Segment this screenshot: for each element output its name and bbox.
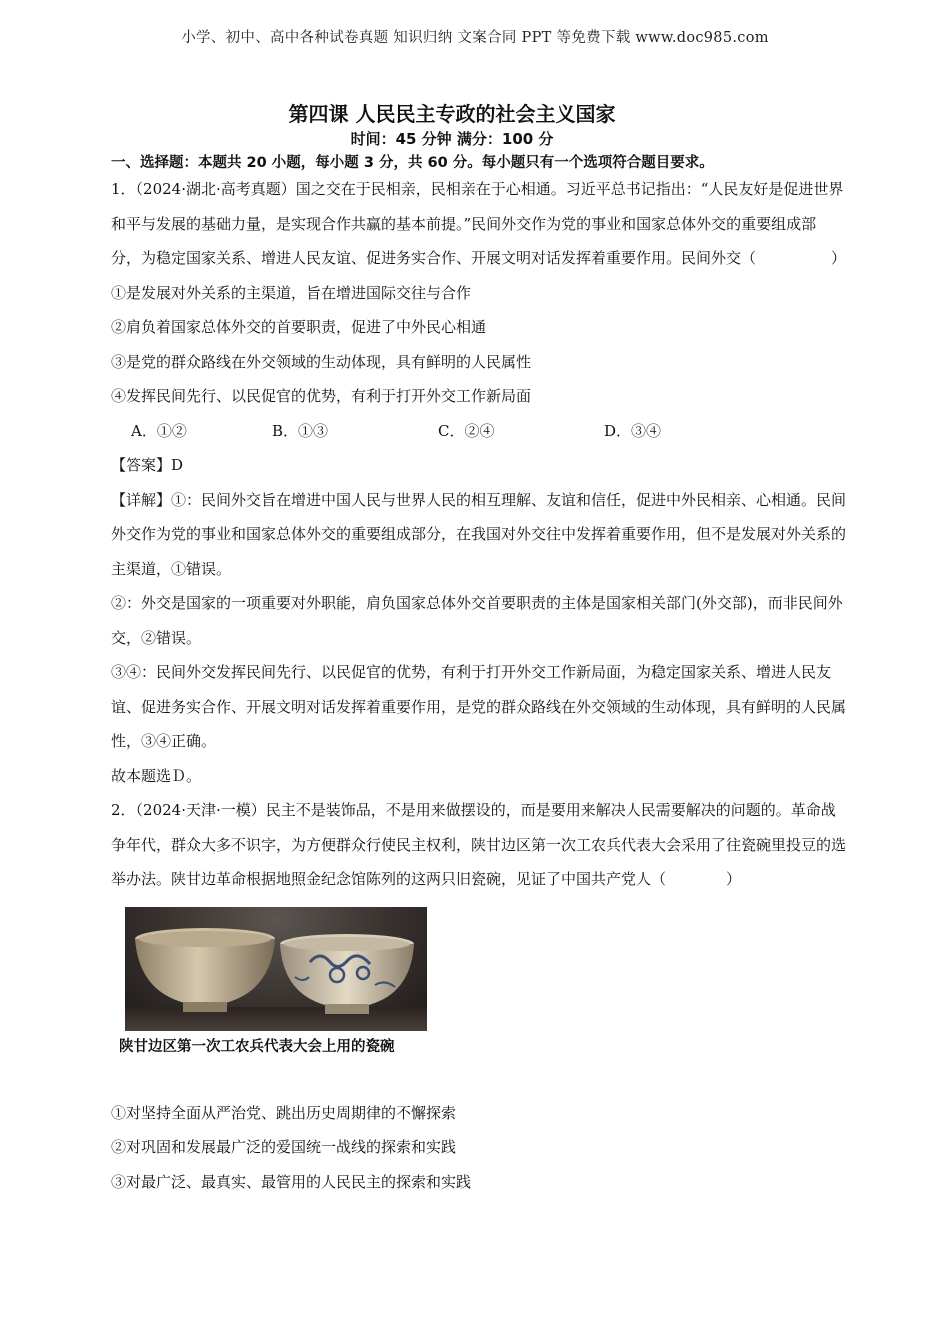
statement-item: ①对坚持全面从严治党、跳出历史周期律的不懈探索 bbox=[111, 1103, 457, 1122]
figure bbox=[111, 907, 429, 1056]
explanation-paragraph: ③④：民间外交发挥民间先行、以民促官的优势，有利于打开外交工作新局面，为稳定国家关系、增进人民友谊、促进务实合作、开展文明对话发挥着重要作用，是党的群众路线在外交领域的生动体现，具有鲜明的人民属性，③④正确。 bbox=[111, 663, 847, 750]
answer-key: 【答案】D bbox=[111, 456, 184, 474]
section-heading: 一、选择题：本题共 20 小题，每小题 3 分，共 60 分。每小题只有一个选项符合题目要求。 bbox=[111, 155, 714, 171]
explanation-conclusion: 故本题选Ｄ。 bbox=[111, 766, 202, 785]
statement-item: ③对最广泛、最真实、最管用的人民民主的探索和实践 bbox=[111, 1172, 472, 1191]
statement-item: ①是发展对外关系的主渠道，旨在增进国际交往与合作 bbox=[111, 283, 472, 302]
document-body bbox=[111, 172, 846, 1199]
page-title: 第四课 人民民主专政的社会主义国家 bbox=[288, 102, 616, 126]
statement-item: ②对巩固和发展最广泛的爱国统一战线的探索和实践 bbox=[111, 1138, 457, 1156]
choice-d: D．③④ bbox=[604, 421, 662, 440]
statement-item: ④发挥民间先行、以民促官的优势，有利于打开外交工作新局面 bbox=[111, 387, 532, 405]
question-stem: 1．（2024·湖北·高考真题）国之交在于民相亲，民相亲在于心相通。习近平总书记指出：“人民友好是促进世界和平与发展的基础力量，是实现合作共赢的基本前提。”民间外交作为党的事业和国家总体外交的重要组成部分，为稳定国家关系、增进人民友谊、促进务实合作、开展文明对话发挥着重要作用。民间外交（ ） bbox=[111, 180, 847, 267]
bowls-illustration bbox=[125, 907, 427, 1031]
site-banner: 小学、初中、高中各种试卷真题 知识归纳 文案合同 PPT 等免费下载 www.doc985.com bbox=[181, 30, 769, 46]
statement-item: ③是党的群众路线在外交领域的生动体现，具有鲜明的人民属性 bbox=[111, 352, 532, 371]
answer-choices bbox=[111, 414, 846, 449]
statement-item: ②肩负着国家总体外交的首要职责，促进了中外民心相通 bbox=[111, 318, 487, 336]
choice-c: C．②④ bbox=[438, 421, 495, 440]
choice-a: A．①② bbox=[131, 421, 187, 440]
question-2 bbox=[111, 793, 846, 1199]
question-1 bbox=[111, 172, 846, 793]
explanation-paragraph: ②：外交是国家的一项重要对外职能，肩负国家总体外交首要职责的主体是国家相关部门(外交部)，而非民间外交，②错误。 bbox=[111, 594, 843, 647]
explanation-paragraph: 【详解】①：民间外交旨在增进中国人民与世界人民的相互理解、友谊和信任，促进中外民相亲、心相通。民间外交作为党的事业和国家总体外交的重要组成部分，在我国对外交往中发挥着重要作用，但不是发展对外关系的主渠道，①错误。 bbox=[111, 490, 847, 578]
choice-b: B．①③ bbox=[272, 421, 329, 440]
question-stem: 2．（2024·天津·一模）民主不是装饰品，不是用来做摆设的，而是要用来解决人民需要解决的问题的。革命战争年代，群众大多不识字，为方便群众行使民主权利，陕甘边区第一次工农兵代表大会采用了往瓷碗里投豆的选举办法。陕甘边革命根据地照金纪念馆陈列的这两只旧瓷碗，见证了中国共产党人（ ） bbox=[111, 801, 847, 888]
figure-caption: 陕甘边区第一次工农兵代表大会上用的瓷碗 bbox=[119, 1038, 395, 1055]
exam-info: 时间：45 分钟 满分：100 分 bbox=[350, 130, 554, 148]
porcelain-bowls-photo bbox=[125, 907, 427, 1031]
